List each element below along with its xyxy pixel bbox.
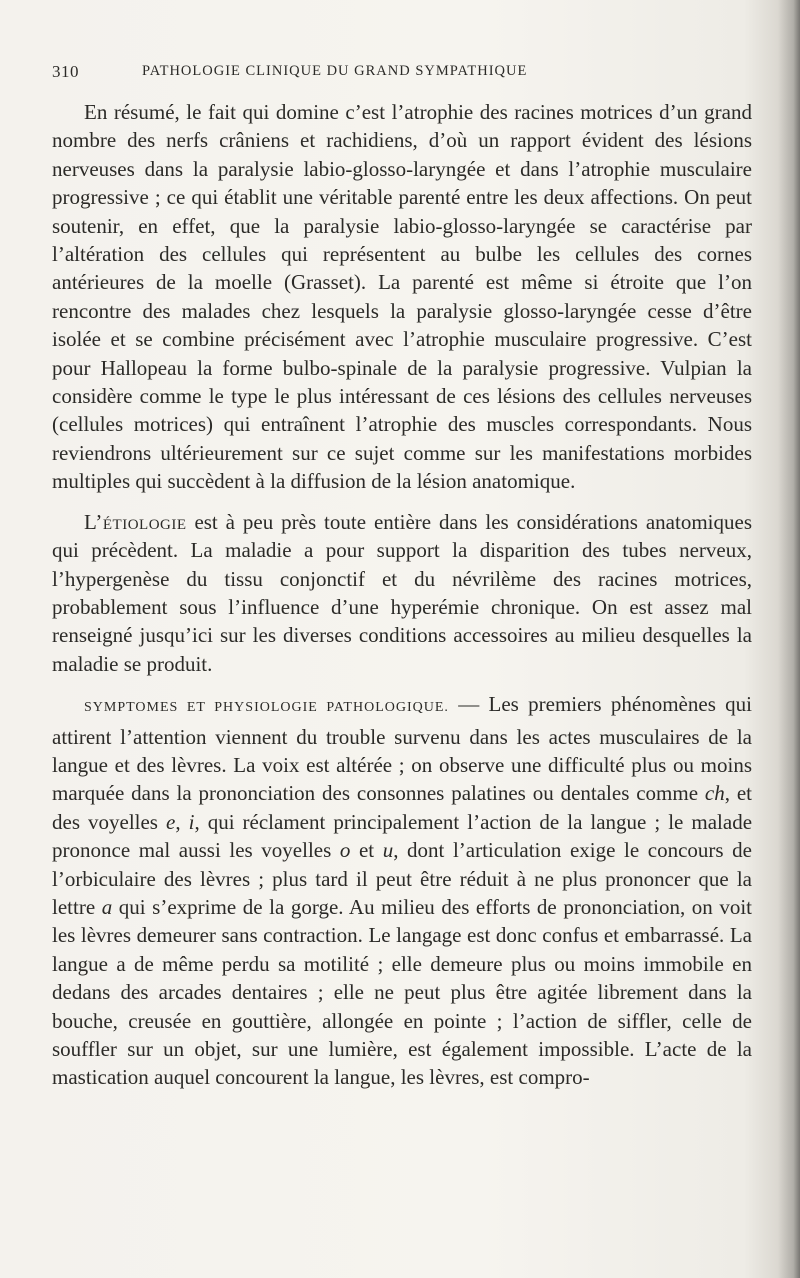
body-text (52, 98, 752, 1092)
symptoms-text-4: , dont l’articulation exige le concours de l’orbiculaire des lèvres ; plus tard il peut être réduit à ne plus prononcer que la lettre (52, 838, 752, 919)
page-edge-shadow (778, 0, 800, 1278)
paragraph-summary: En résumé, le fait qui domine c’est l’atrophie des racines motrices d’un grand nombre des nerfs crâniens et rachidiens, d’où un rapport évident des lésions nerveuses dans la paralysie labio-glosso-laryngée et dans l’atrophie musculaire progressive ; ce qui établit une véritable parenté entre les deux affections. On peut soutenir, en effet, que la paralysie labio-glosso-laryngée se caractérise par l’altération des cellules qui représentent au bulbe les cellules des cornes antérieures de la moelle (Grasset). La parenté est même si étroite que l’on rencontre des malades chez lesquels la paralysie glosso-laryngée cesse d’être isolée et se combine précisément avec l’atrophie musculaire progressive. C’est pour Hallopeau la forme bulbo-spinale de la paralysie progressive. Vulpian la considère comme le type le plus intéressant de ces lésions des cellules nerveuses (cellules motrices) qui entraînent l’atrophie des muscles correspondants. Nous reviendrons ultérieurement sur ce sujet comme sur les manifestations morbides multiples qui succèdent à la diffusion de la lésion anatomique. (52, 100, 752, 494)
etiology-heading: L’étiologie (84, 509, 187, 534)
etiology-text: est à peu près toute entière dans les considérations anatomiques qui précèdent. La maladie a pour support la disparition des tubes nerveux, l’hypergenèse du tissu conjonctif et du névrilème des racines motrices, probablement sous l’influence d’une hyperémie chronique. On est assez mal renseigné jusqu’ici sur les diverses conditions accessoires au milieu desquelles la maladie se produit. (52, 509, 752, 676)
page-header (52, 62, 752, 88)
symptoms-text-5: qui s’exprime de la gorge. Au milieu des efforts de prononciation, on voit les lèvres demeurer sans contraction. Le langage est donc confus et embarrassé. La langue a de même perdu sa motilité ; elle demeure plus ou moins immobile en dedans des arcades dentaires ; elle ne peut plus être agitée librement dans la bouche, creusée en gouttière, allongée en pointe ; l’action de siffler, celle de souffler sur un objet, sur une lumière, est également impossible. L’acte de la mastication auquel concourent la langue, les lèvres, est compro- (52, 894, 753, 1090)
symptoms-dash: — (448, 692, 489, 717)
symptoms-text-1: Les premiers phénomènes qui attirent l’attention viennent du trouble survenu dans les actes musculaires de la langue et des lèvres. La voix est altérée ; on observe une difficulté plus ou moins marquée dans la prononciation des consonnes palatines ou dentales comme (52, 692, 752, 806)
symptoms-term-u: u (382, 838, 394, 863)
symptoms-term-o: o (339, 838, 351, 863)
paragraph-etiology (52, 508, 752, 678)
symptoms-separator: , (175, 809, 189, 834)
symptoms-term-i: i (188, 809, 195, 834)
symptoms-text-2: , et des voyelles (52, 781, 752, 834)
paragraph-symptoms (52, 690, 752, 1092)
symptoms-term-e: e (166, 809, 176, 834)
symptoms-text-3: , qui réclament principalement l’action de la langue ; le malade prononce mal aussi les voyelles (52, 809, 753, 863)
symptoms-term-a: a (101, 894, 113, 919)
symptoms-conjunction: et (350, 838, 383, 863)
symptoms-heading: SYMPTOMES ET PHYSIOLOGIE PATHOLOGIQUE. (84, 700, 449, 716)
symptoms-term-ch: ch (704, 781, 725, 806)
running-head: PATHOLOGIE CLINIQUE DU GRAND SYMPATHIQUE (142, 63, 528, 79)
page-number: 310 (52, 62, 79, 81)
